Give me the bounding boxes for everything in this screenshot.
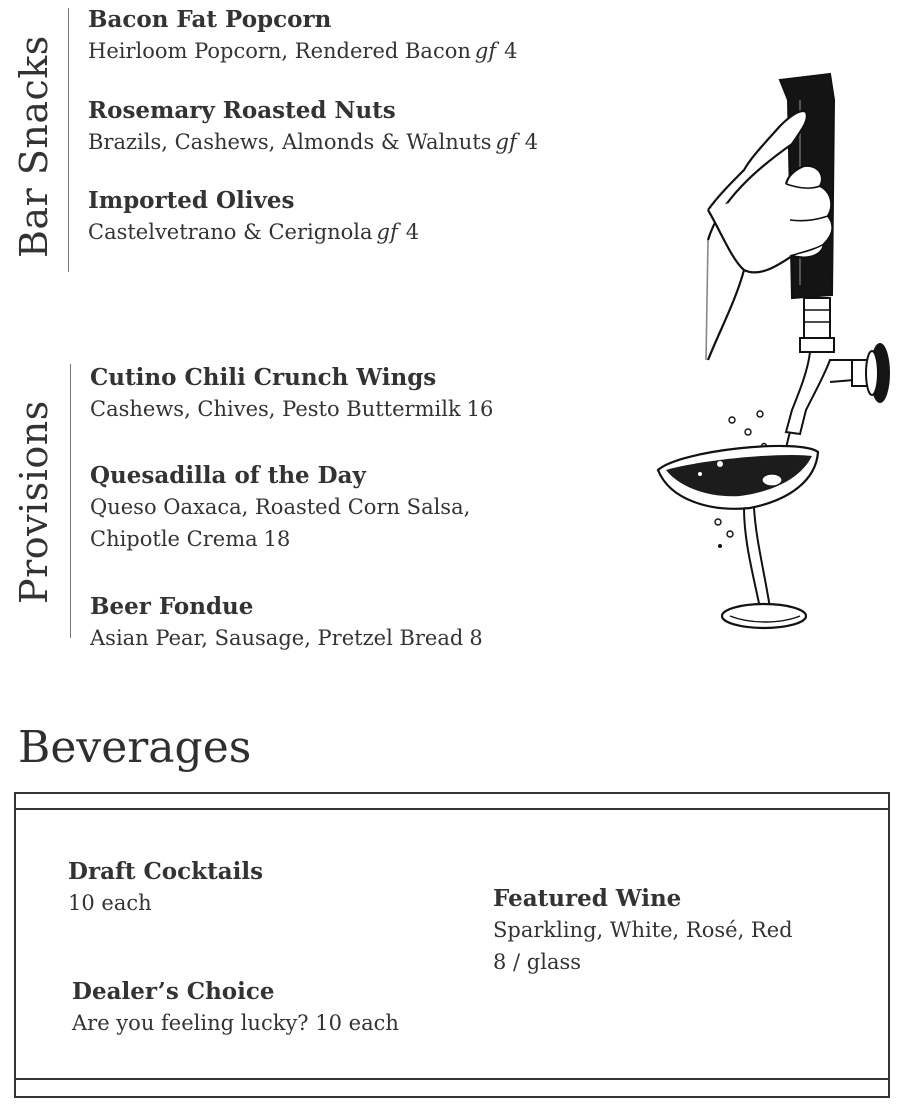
section-title-bar-snacks: Bar Snacks [12,35,56,258]
item-name: Featured Wine [493,885,682,912]
item-description: 8 / glass [493,950,582,974]
item-description: Are you feeling lucky? 10 each [72,1011,399,1035]
item-description: Sparkling, White, Rosé, Red [493,918,793,942]
item-name: Dealer’s Choice [72,978,275,1005]
beverages-box [14,792,890,1098]
gluten-free-tag: gf [474,39,497,63]
item-name: Cutino Chili Crunch Wings [90,364,437,391]
section-title-beverages: Beverages [18,722,252,773]
menu-item [88,4,517,67]
box-rule [16,808,888,810]
item-name: Imported Olives [88,187,295,214]
item-price: 18 [263,527,291,551]
menu-item [88,95,538,158]
box-rule [16,1078,888,1080]
item-description: Brazils, Cashews, Almonds & Walnuts gf 4 [88,130,539,154]
item-price: 8 [469,626,483,650]
item-description: Queso Oaxaca, Roasted Corn Salsa, [90,495,471,519]
item-name: Bacon Fat Popcorn [88,6,332,33]
item-description: Castelvetrano & Cerignola gf 4 [88,220,420,244]
item-price: 4 [405,220,420,244]
menu-item [90,362,493,425]
menu-item [72,976,399,1039]
item-description: Asian Pear, Sausage, Pretzel Bread 8 [90,626,483,650]
menu-item [68,856,263,919]
item-description: Heirloom Popcorn, Rendered Bacon gf 4 [88,39,518,63]
menu-item [88,185,419,248]
item-name: Rosemary Roasted Nuts [88,97,396,124]
gluten-free-tag: gf [376,220,398,244]
item-description: Cashews, Chives, Pesto Buttermilk 16 [90,397,494,421]
gluten-free-tag: gf [495,130,517,154]
menu-item [90,591,483,654]
hand-pouring-tap-into-coupe-glass-icon [640,60,900,650]
section-divider [70,364,71,638]
item-price: 4 [524,130,539,154]
menu-item [90,460,470,555]
item-name: Beer Fondue [90,593,254,620]
item-price: 4 [504,39,518,63]
item-name: Draft Cocktails [68,858,264,885]
menu-item [493,883,793,978]
item-price: 16 [466,397,494,421]
section-divider [68,8,69,272]
item-description: 10 each [68,891,152,915]
item-name: Quesadilla of the Day [90,462,366,489]
item-description: Chipotle Crema 18 [90,527,291,551]
section-title-provisions: Provisions [12,400,56,604]
